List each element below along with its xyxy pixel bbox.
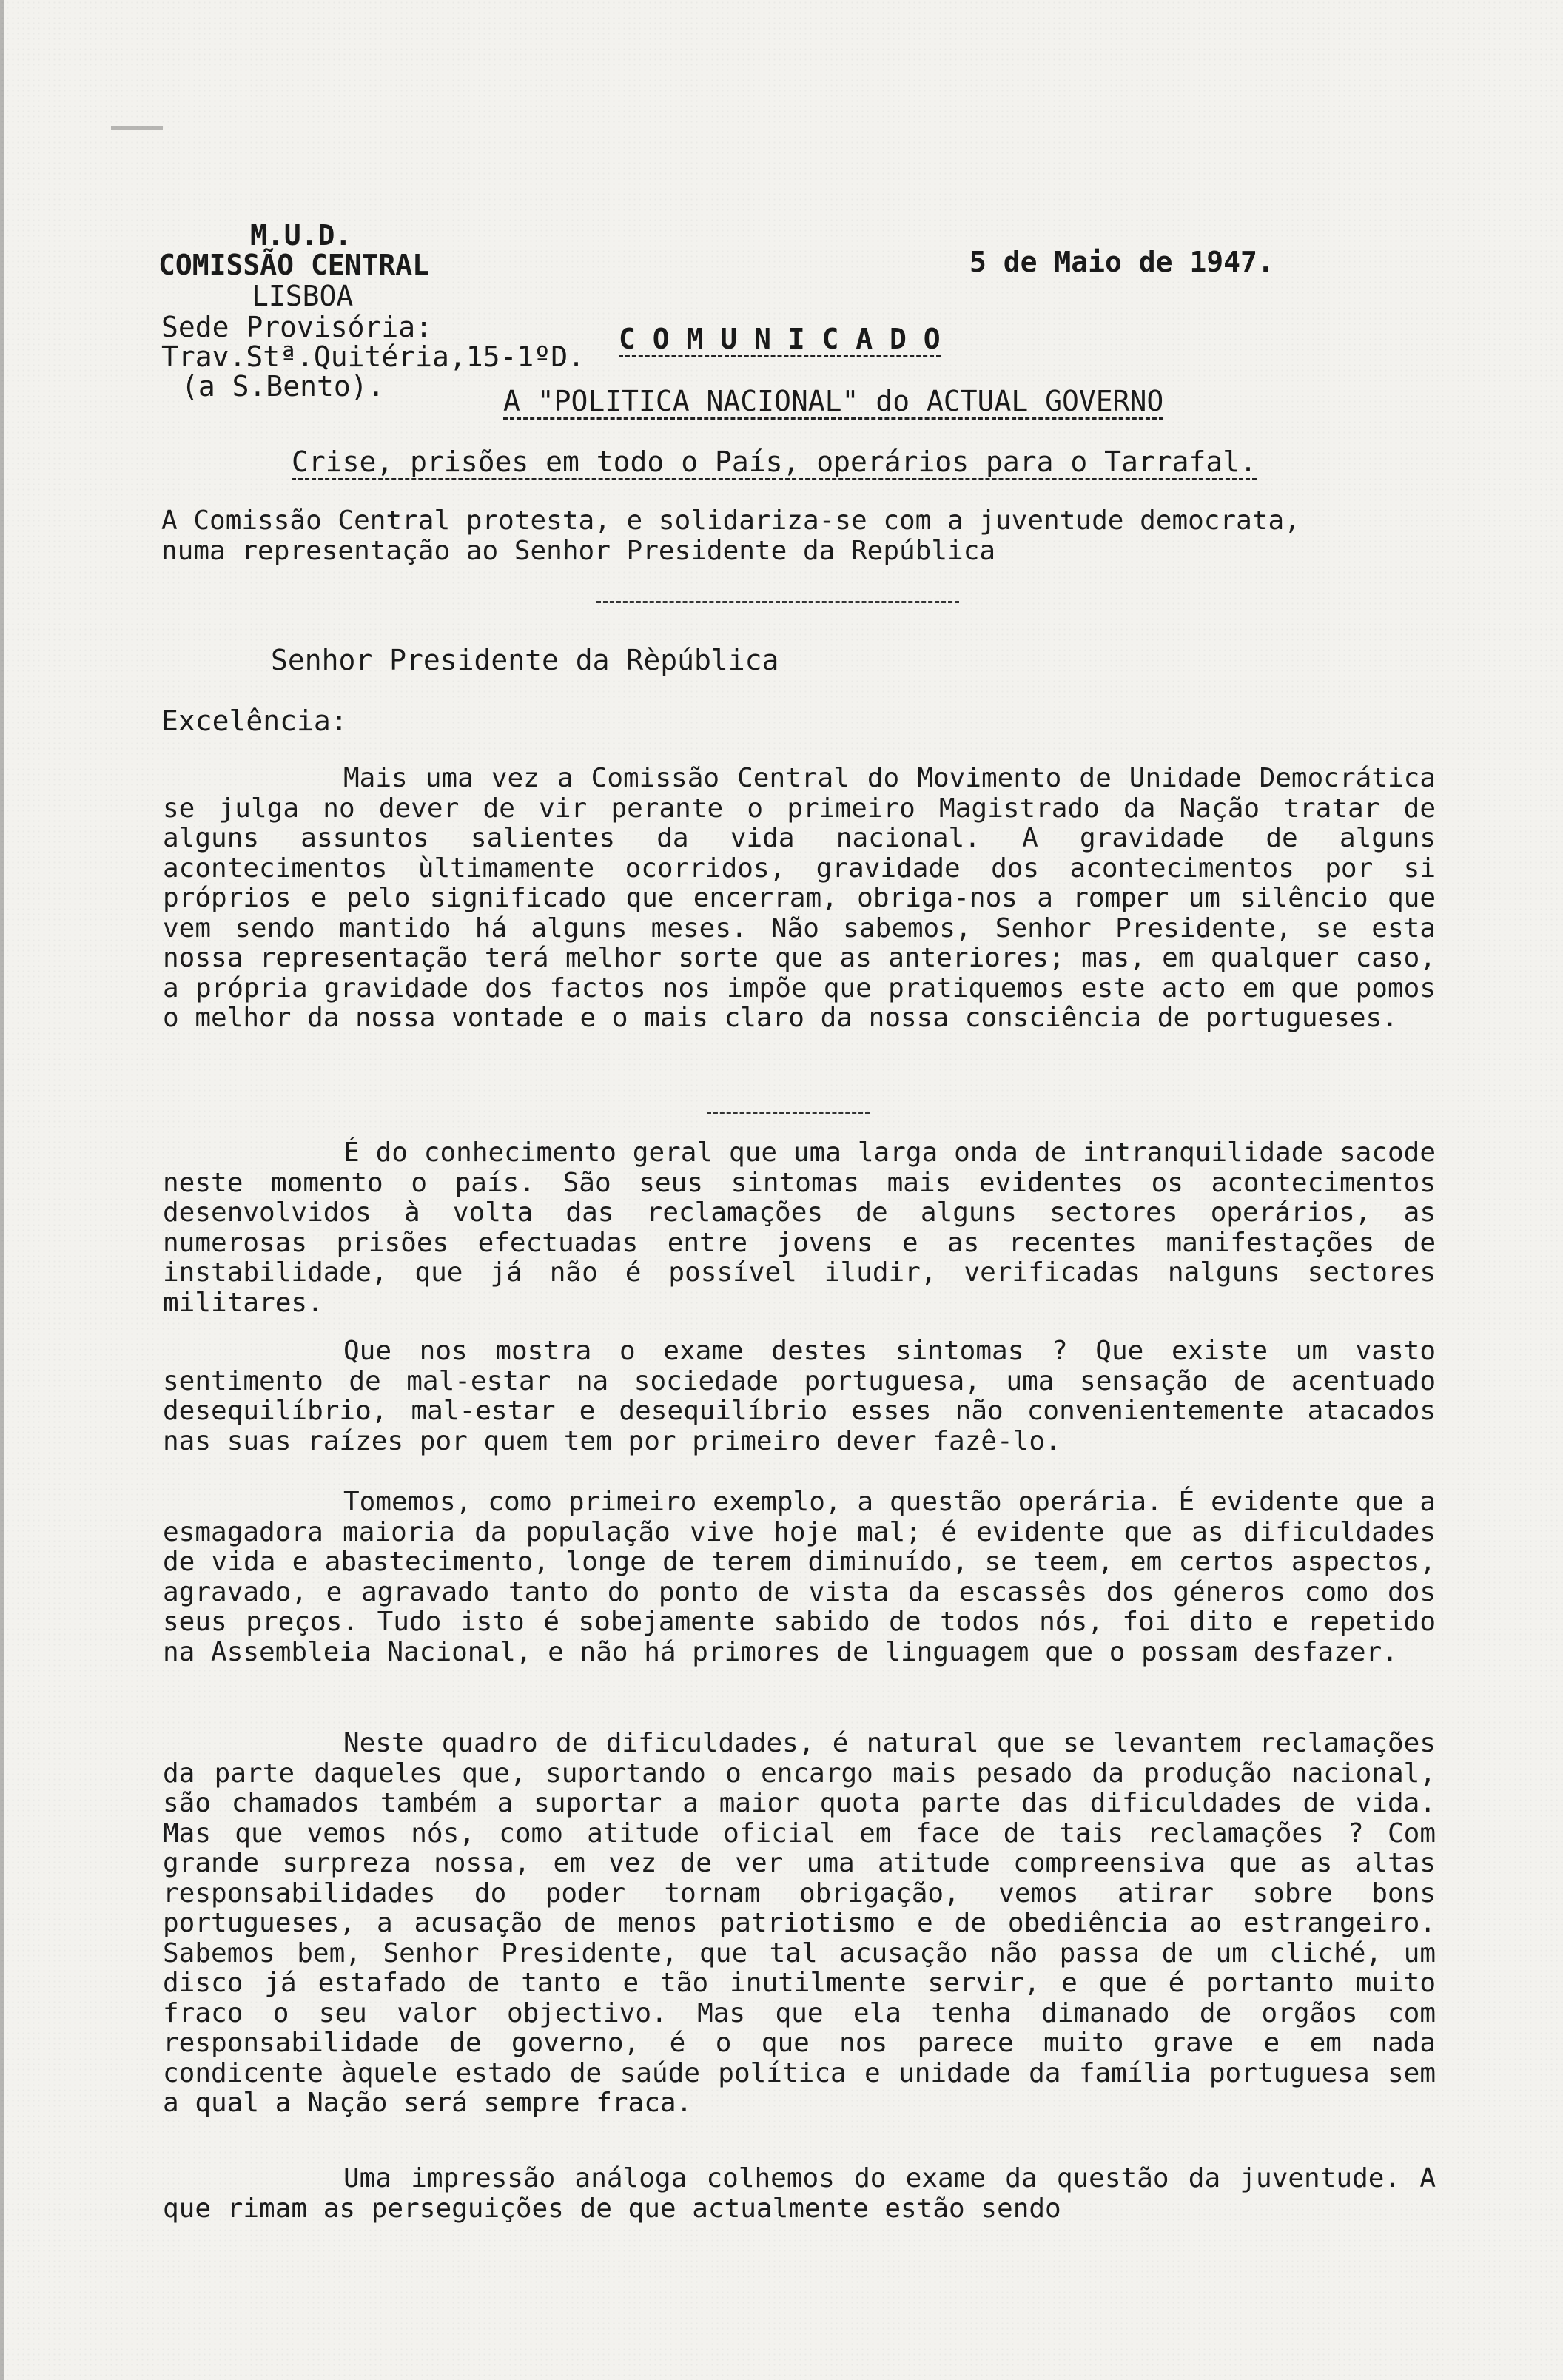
greeting: Excelência:	[161, 705, 348, 737]
paragraph-3	[163, 1337, 1436, 1456]
paragraph-2	[163, 1138, 1436, 1318]
summary-divider	[596, 601, 959, 603]
scan-edge-left	[0, 0, 4, 2380]
paragraph-5-text: Neste quadro de dificuldades, é natural que se levantem reclamações da parte daqueles que, suportando o encargo mais pesado da produção nacional, são chamados também a suportar a maior quota parte das dificuldades de vida. Mas que vemos nós, como atitude oficial em face de tais reclamações ? Com grande surpreza nossa, em vez de ver uma atitude compreensiva que as altas responsabilidades do poder tornam obrigação, vemos atirar sobre bons portugueses, a acusação de menos patriotismo e de obediência ao estrangeiro. Sabemos bem, Senhor Presidente, que tal acusação não passa de um cliché, um disco já estafado de tanto e tão inutilmente servir, e que é portanto muito fraco o seu valor objectivo. Mas que ela tenha dimanado de orgãos com responsabilidade de governo, é o que nos parece muito grave e em nada condicente àquele estado de saúde política e unidade da família portuguesa sem a qual a Nação será sempre fraca.	[163, 1728, 1436, 2118]
document-subheadline: Crise, prisões em todo o País, operários para o Tarrafal.	[292, 447, 1257, 480]
header-commission: COMISSÃO CENTRAL	[158, 249, 430, 281]
document-summary	[161, 506, 1368, 566]
header-org: M.U.D.	[250, 219, 352, 252]
paragraph-6	[163, 2164, 1436, 2224]
document-date: 5 de Maio de 1947.	[969, 246, 1274, 278]
scan-mark-top	[111, 126, 163, 130]
header-city: LISBOA	[252, 280, 354, 312]
section-divider	[707, 1112, 870, 1114]
paragraph-3-text: Que nos mostra o exame destes sintomas ? Que existe um vasto sentimento de mal-estar na sociedade portuguesa, uma sensação de acentuado desequilíbrio, mal-estar e desequilíbrio esses não convenientemente atacados nas suas raízes por quem tem por primeiro dever fazê-lo.	[163, 1336, 1436, 1456]
paragraph-1	[163, 764, 1436, 1034]
header-address: Trav.Stª.Quitéria,15-1ºD.	[161, 340, 585, 373]
paragraph-4-text: Tomemos, como primeiro exemplo, a questão operária. É evidente que a esmagadora maioria da população vive hoje mal; é evidente que as dificuldades de vida e abastecimento, longe de terem diminuído, se teem, em certos aspectos, agravado, e agravado tanto do ponto de vista da escassês dos géneros como dos seus preços. Tudo isto é sobejamente sabido de todos nós, foi dito e repetido na Assembleia Nacional, e não há primores de linguagem que o possam desfazer.	[163, 1487, 1436, 1667]
document-type-title: C O M U N I C A D O	[619, 324, 941, 357]
document-headline: A "POLITICA NACIONAL" do ACTUAL GOVERNO	[503, 386, 1163, 420]
header-district: (a S.Bento).	[181, 370, 385, 403]
paragraph-4	[163, 1488, 1436, 1667]
header-seat-label: Sede Provisória:	[161, 311, 433, 343]
paragraph-2-text: É do conhecimento geral que uma larga onda de intranquilidade sacode neste momento o país. São seus sintomas mais evidentes os acontecimentos desenvolvidos à volta das reclamações de alguns sectores operários, as numerosas prisões efectuadas entre jovens e as recentes manifestações de instabilidade, que já não é possível iludir, verificadas nalguns sectores militares.	[163, 1137, 1436, 1318]
paragraph-6-text: Uma impressão análoga colhemos do exame da questão da juventude. A que rimam as perseguições de que actualmente estão sendo	[163, 2163, 1436, 2224]
paragraph-1-text: Mais uma vez a Comissão Central do Movimento de Unidade Democrática se julga no dever de vir perante o primeiro Magistrado da Nação tratar de alguns assuntos salientes da vida nacional. A gravidade de alguns acontecimentos ùltimamente ocorridos, gravidade dos acontecimentos por si próprios e pelo significado que encerram, obriga-nos a romper um silêncio que vem sendo mantido há alguns meses. Não sabemos, Senhor Presidente, se esta nossa representação terá melhor sorte que as anteriores; mas, em qualquer caso, a própria gravidade dos factos nos impõe que pratiquemos este acto em que pomos o melhor da nossa vontade e o mais claro da nossa consciência de portugueses.	[163, 763, 1436, 1033]
salutation: Senhor Presidente da Rèpública	[271, 644, 779, 676]
summary-text: A Comissão Central protesta, e solidariza-se com a juventude democrata, numa representação ao Senhor Presidente da República	[161, 505, 1300, 566]
paragraph-5	[163, 1729, 1436, 2119]
